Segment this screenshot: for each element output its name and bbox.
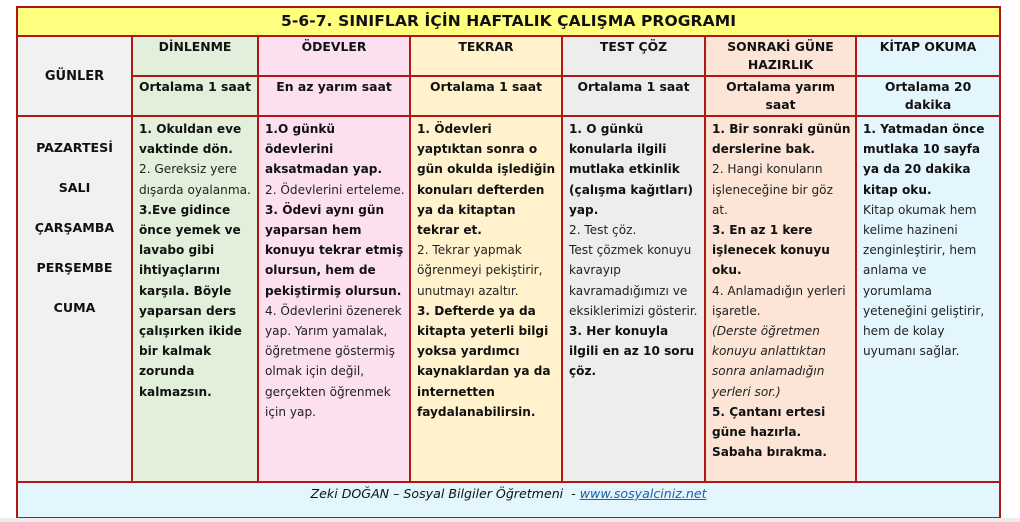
reading-item-note: Kitap okumak hem kelime hazineni zenginleştirir, hem anlama ve yorumlama yeteneğini geliştirir, hem de kolay uyumanı sağlar. (863, 202, 985, 359)
days-list (17, 116, 132, 482)
duration-next-day-prep: Ortalama yarım saat (705, 76, 856, 116)
review-item-1: 1. Ödevleri yaptıktan sonra o gün okulda işlediğin konuları defterden ya da kitaptan tekrar et. (417, 122, 556, 238)
day-tuesday: SALI (58, 180, 91, 195)
column-header-homework: ÖDEVLER (258, 36, 410, 76)
column-header-test: TEST ÇÖZ (562, 36, 705, 76)
footer-website-link[interactable]: www.sosyalciniz.net (579, 486, 707, 501)
footer-author: Zeki DOĞAN – Sosyal Bilgiler Öğretmeni - (310, 486, 580, 501)
prep-item-1: 1. Bir sonraki günün derslerine bak. (712, 122, 851, 157)
reading-item-1: 1. Yatmadan önce mutlaka 10 sayfa ya da 20 dakika kitap oku. (863, 122, 985, 197)
rest-instructions (132, 116, 258, 482)
prep-item-4-note: (Derste öğretmen konuyu anlattıktan sonra anlamadığın yerleri sor.) (712, 324, 826, 399)
footer-credit (17, 482, 1000, 518)
column-header-review: TEKRAR (410, 36, 562, 76)
homework-item-3: 3. Ödevi aynı gün yaparsan hem konuyu tekrar etmiş olursun, hem de pekiştirmiş olursun. (265, 202, 404, 298)
column-header-rest: DİNLENME (132, 36, 258, 76)
review-item-2: 2. Tekrar yapmak öğrenmeyi pekiştirir, unutmayı azaltır. (417, 243, 543, 298)
duration-test: Ortalama 1 saat (562, 76, 705, 116)
prep-item-2: 2. Hangi konuların işleneceğine bir göz at. (712, 162, 833, 217)
review-instructions (410, 116, 562, 482)
test-item-2-note: Test çözmek konuyu kavrayıp kavramadığımızı ve eksiklerimizi gösterir. (569, 243, 698, 318)
reading-instructions (856, 116, 1000, 482)
test-item-1: 1. O günkü konularla ilgili mutlaka etkinlik (çalışma kağıtları) yap. (569, 122, 694, 217)
homework-item-2: 2. Ödevlerini erteleme. (265, 182, 405, 197)
prep-item-4: 4. Anlamadığın yerleri işaretle. (712, 283, 846, 318)
duration-rest: Ortalama 1 saat (132, 76, 258, 116)
prep-item-3: 3. En az 1 kere işlenecek konuyu oku. (712, 223, 830, 278)
rest-item-1: 1. Okuldan eve vaktinde dön. (139, 122, 242, 157)
test-instructions (562, 116, 705, 482)
duration-homework: En az yarım saat (258, 76, 410, 116)
column-header-next-day-prep: SONRAKİ GÜNE HAZIRLIK (705, 36, 856, 76)
days-header: GÜNLER (17, 36, 132, 116)
test-item-3: 3. Her konuyla ilgili en az 10 soru çöz. (569, 324, 695, 379)
day-monday: PAZARTESİ (36, 140, 113, 155)
prep-item-5: 5. Çantanı ertesi güne hazırla. Sabaha bırakma. (712, 404, 827, 460)
column-header-reading: KİTAP OKUMA (856, 36, 1000, 76)
day-thursday: PERŞEMBE (36, 260, 113, 275)
next-day-prep-instructions (705, 116, 856, 482)
duration-review: Ortalama 1 saat (410, 76, 562, 116)
program-title: 5-6-7. SINIFLAR İÇİN HAFTALIK ÇALIŞMA PROGRAMI (17, 7, 1000, 36)
homework-item-4: 4. Ödevlerini özenerek yap. Yarım yamalak, öğretmene göstermiş olmak için değil, gerçekten öğrenmek için yap. (265, 303, 402, 419)
test-item-2: 2. Test çöz. (569, 223, 637, 238)
homework-instructions (258, 116, 410, 482)
weekly-study-program-table (16, 6, 1001, 519)
review-item-3: 3. Defterde ya da kitapta yeterli bilgi yoksa yardımcı kaynaklardan ya da internetten faydalanabilirsin. (417, 303, 551, 419)
rest-item-3: 3.Eve gidince önce yemek ve lavabo gibi ihtiyaçlarını karşıla. Böyle yaparsan ders çalışırken ikide bir kalmak zorunda kalmazsın. (139, 202, 242, 399)
homework-item-1: 1.O günkü ödevlerini aksatmadan yap. (265, 122, 383, 177)
page-bottom-edge (0, 518, 1020, 522)
day-wednesday: ÇARŞAMBA (34, 220, 115, 235)
duration-reading: Ortalama 20 dakika (856, 76, 1000, 116)
rest-item-2: 2. Gereksiz yere dışarda oyalanma. (139, 162, 251, 197)
day-friday: CUMA (53, 300, 96, 315)
